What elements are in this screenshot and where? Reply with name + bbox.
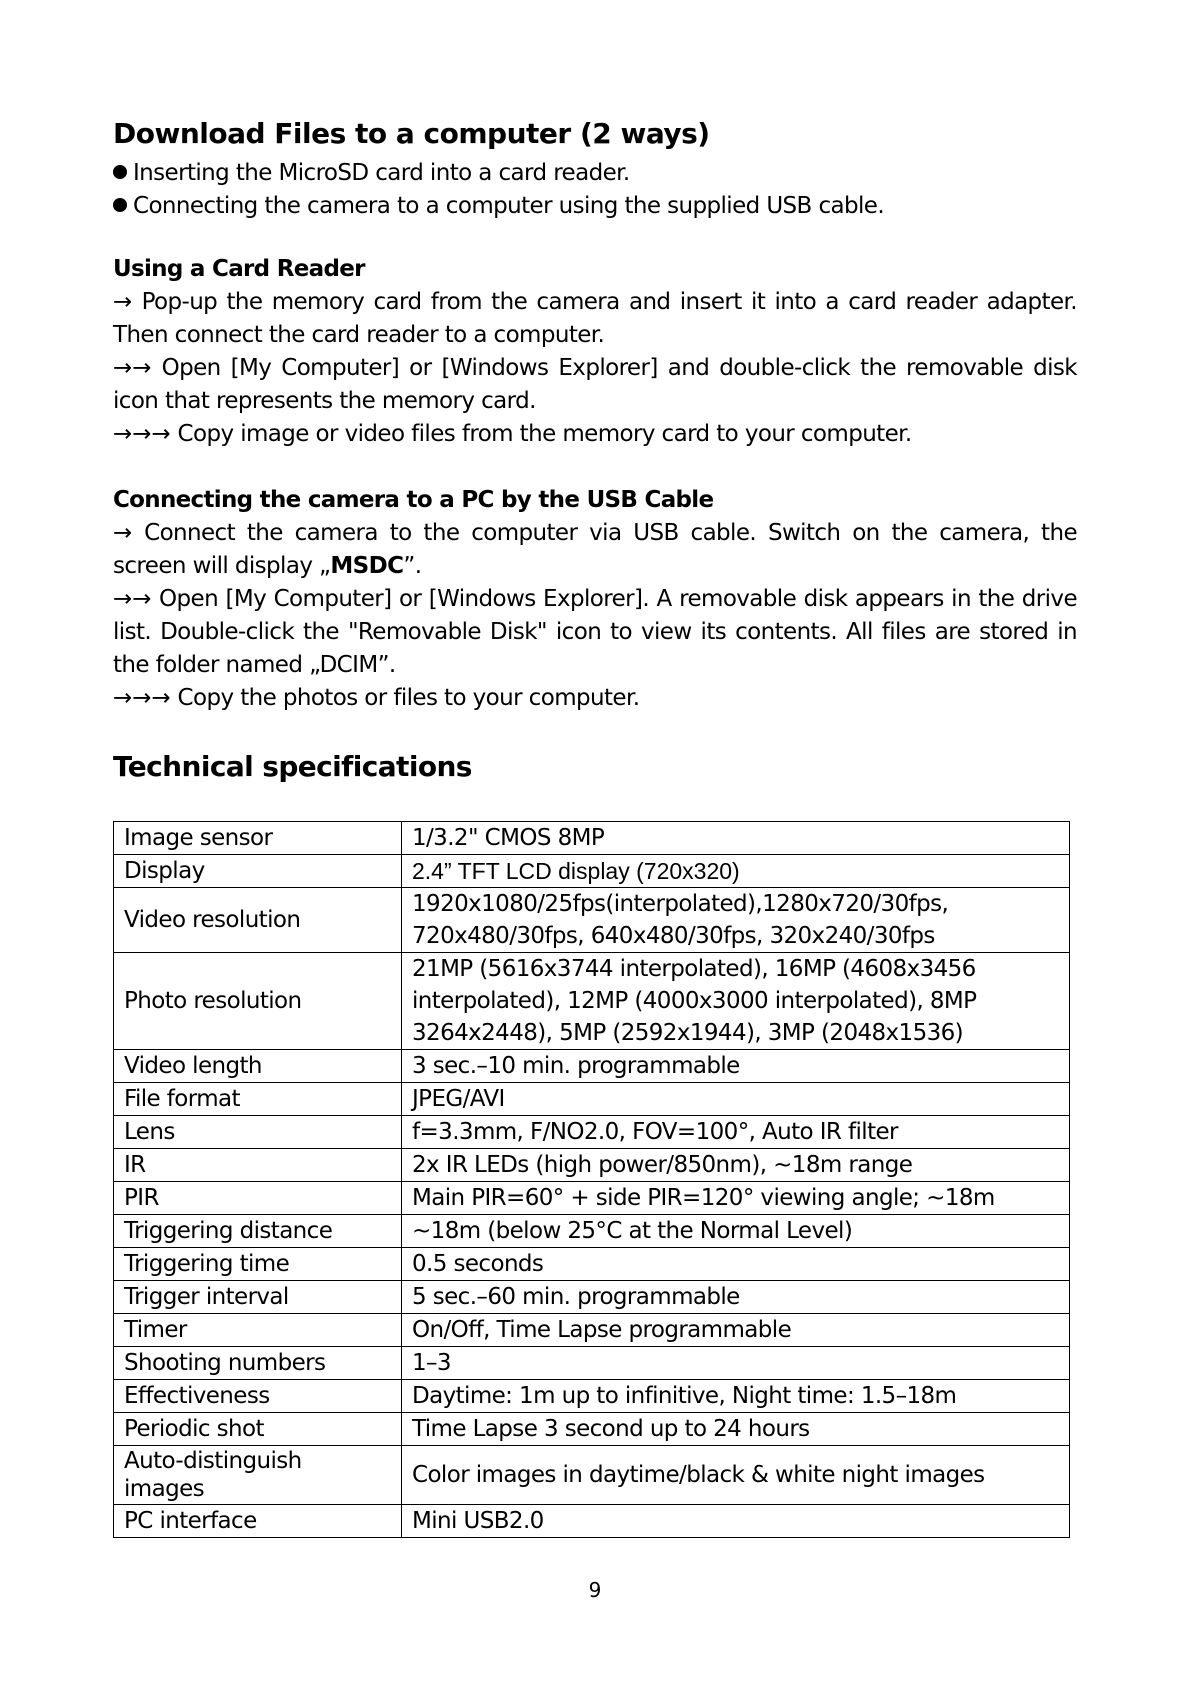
spec-label: Timer [114,1314,402,1347]
spec-label: Display [114,855,402,888]
list-item: Connecting the camera to a computer using the supplied USB cable. [113,190,884,223]
card-reader-step-3: →→→ Copy image or video files from the memory card to your computer. [113,421,912,447]
msdc-label: MSDC [330,553,404,579]
bullet-icon [113,165,127,179]
spec-label: Trigger interval [114,1281,402,1314]
specs-heading: Technical specifications [113,750,472,783]
spec-label: Photo resolution [114,953,402,1050]
spec-label: Shooting numbers [114,1347,402,1380]
spec-label: Video length [114,1050,402,1083]
spec-value: 2.4” TFT LCD display (720x320) [402,855,1070,888]
spec-value: 1/3.2" CMOS 8MP [402,822,1070,855]
spec-value: 5 sec.–60 min. programmable [402,1281,1070,1314]
table-row [114,855,1070,888]
table-row [114,1050,1070,1083]
arrow-icon: →→ [113,355,152,381]
table-row [114,1446,1070,1505]
usb-cable-heading: Connecting the camera to a PC by the USB Cable [113,487,714,513]
usb-step-2: →→ Open [My Computer] or [Windows Explorer]. A removable disk appears in the drive list. Double-click the "Removable Disk" icon to view its contents. All files are stored in the folder named „DCIM”. [113,586,1077,678]
usb-step-1: → Connect the camera to the computer via USB cable. Switch on the camera, the screen will display „MSDC”. [113,520,1077,579]
spec-value: 21MP (5616x3744 interpolated), 16MP (4608x3456 interpolated), 12MP (4000x3000 interpolated), 8MP 3264x2448), 5MP (2592x1944), 3MP (2048x1536) [402,953,1070,1050]
spec-label: Effectiveness [114,1380,402,1413]
specs-table [113,821,1070,1538]
table-row [114,953,1070,1050]
arrow-icon: →→ [113,586,152,612]
list-item: Inserting the MicroSD card into a card reader. [113,157,884,190]
table-row [114,1248,1070,1281]
download-methods-list [113,157,884,223]
spec-value: JPEG/AVI [402,1083,1070,1116]
table-row [114,1347,1070,1380]
table-row [114,1149,1070,1182]
card-reader-heading: Using a Card Reader [113,256,365,282]
table-row [114,1083,1070,1116]
spec-value: Time Lapse 3 second up to 24 hours [402,1413,1070,1446]
spec-value: Main PIR=60° + side PIR=120° viewing angle; ~18m [402,1182,1070,1215]
spec-value: Color images in daytime/black & white night images [402,1446,1070,1505]
spec-value: 2x IR LEDs (high power/850nm), ~18m range [402,1149,1070,1182]
table-row [114,1215,1070,1248]
spec-label: Video resolution [114,888,402,953]
spec-label: Periodic shot [114,1413,402,1446]
table-row [114,1182,1070,1215]
spec-value: Daytime: 1m up to infinitive, Night time: 1.5–18m [402,1380,1070,1413]
spec-value: 1–3 [402,1347,1070,1380]
spec-label: Lens [114,1116,402,1149]
table-row [114,1314,1070,1347]
spec-value: ~18m (below 25°C at the Normal Level) [402,1215,1070,1248]
table-row [114,822,1070,855]
card-reader-step-1: → Pop-up the memory card from the camera and insert it into a card reader adapter. Then connect the card reader to a computer. [113,289,1077,348]
spec-value: 0.5 seconds [402,1248,1070,1281]
table-row [114,888,1070,953]
spec-label: IR [114,1149,402,1182]
table-row [114,1505,1070,1538]
table-row [114,1116,1070,1149]
spec-value: On/Off, Time Lapse programmable [402,1314,1070,1347]
spec-label: Triggering distance [114,1215,402,1248]
spec-value: f=3.3mm, F/NO2.0, FOV=100°, Auto IR filter [402,1116,1070,1149]
spec-value: Mini USB2.0 [402,1505,1070,1538]
bullet-icon [113,198,127,212]
table-row [114,1281,1070,1314]
page-number: 9 [588,1578,602,1602]
spec-label: Triggering time [114,1248,402,1281]
spec-label: Auto-distinguish images [114,1446,402,1505]
arrow-icon: →→→ [113,685,171,711]
arrow-icon: → [113,289,133,315]
spec-label: PC interface [114,1505,402,1538]
spec-value: 3 sec.–10 min. programmable [402,1050,1070,1083]
arrow-icon: →→→ [113,421,171,447]
spec-label: Image sensor [114,822,402,855]
table-row [114,1380,1070,1413]
spec-label: File format [114,1083,402,1116]
section-title: Download Files to a computer (2 ways) [113,117,710,150]
card-reader-step-2: →→ Open [My Computer] or [Windows Explorer] and double-click the removable disk icon that represents the memory card. [113,355,1077,414]
usb-step-3: →→→ Copy the photos or files to your computer. [113,685,640,711]
spec-label: PIR [114,1182,402,1215]
spec-value: 1920x1080/25fps(interpolated),1280x720/30fps, 720x480/30fps, 640x480/30fps, 320x240/30fps [402,888,1070,953]
arrow-icon: → [113,520,133,546]
table-row [114,1413,1070,1446]
